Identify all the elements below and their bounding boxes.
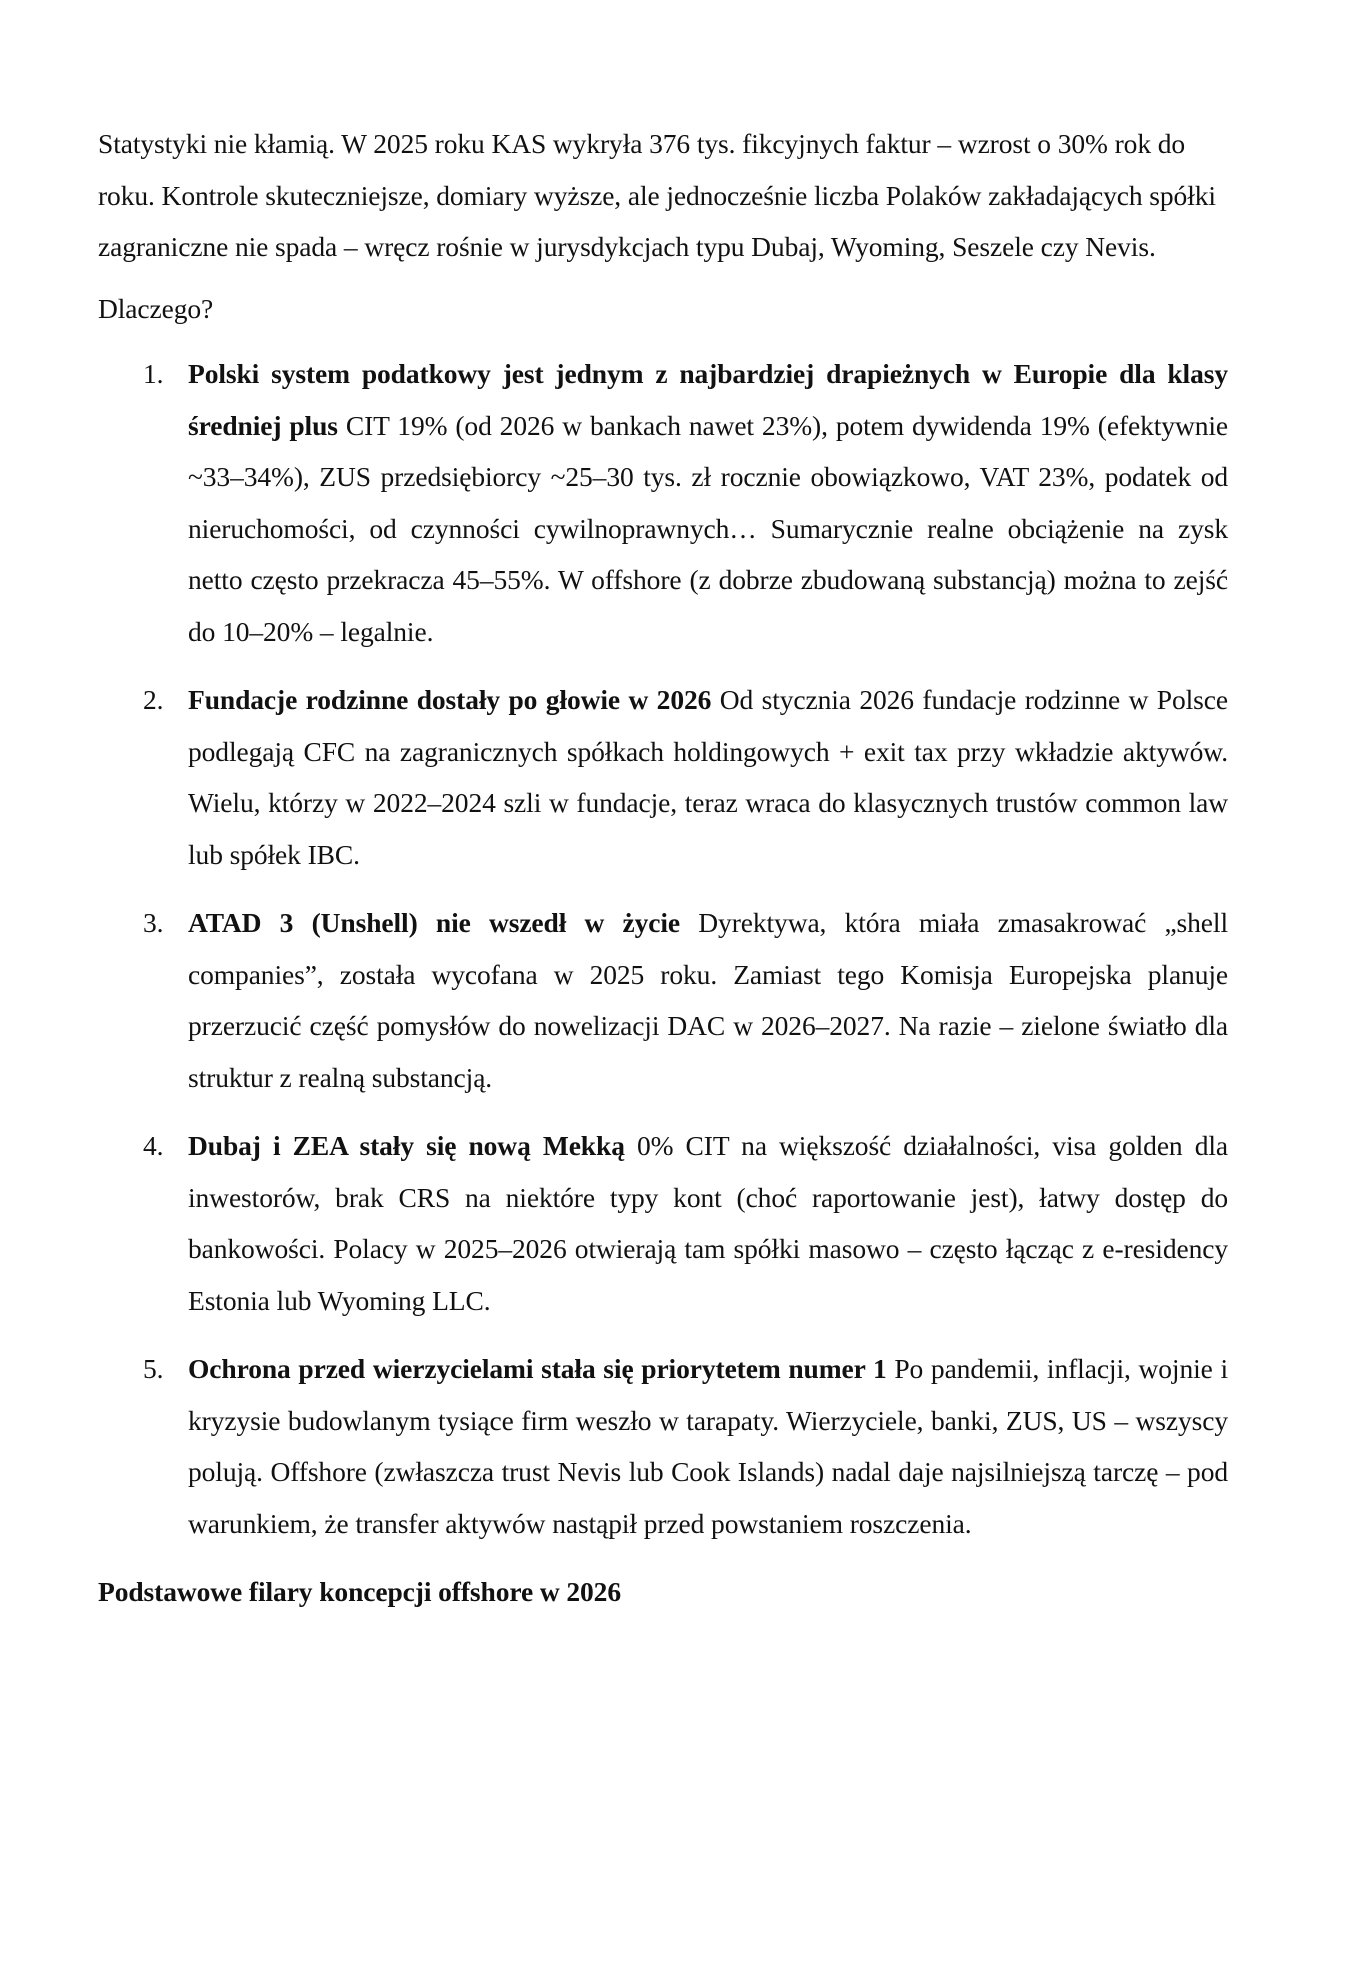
list-item-number: 5. xyxy=(143,1353,164,1384)
list-item-body: Od stycznia 2026 fundacje rodzinne w Polsce podlegają CFC na zagranicznych spółkach holdingowych + exit tax przy wkładzie aktywów. Wielu, którzy w 2022–2024 szli w fundacje, teraz wraca do klasycznych trustów common law lub spółek IBC. xyxy=(188,684,1228,870)
list-item xyxy=(98,1120,1228,1326)
list-item-body: Po pandemii, inflacji, wojnie i kryzysie budowlanym tysiące firm weszło w tarapaty. Wierzyciele, banki, ZUS, US – wszyscy polują. Offshore (zwłaszcza trust Nevis lub Cook Islands) nadal daje najsilniejszą tarczę – pod warunkiem, że transfer aktywów nastąpił przed powstaniem roszczenia. xyxy=(188,1353,1228,1539)
list-item-body: CIT 19% (od 2026 w bankach nawet 23%), potem dywidenda 19% (efektywnie ~33–34%), ZUS przedsiębiorcy ~25–30 tys. zł rocznie obowiązkowo, VAT 23%, podatek od nieruchomości, od czynności cywilnoprawnych… Sumarycznie realne obciążenie na zysk netto często przekracza 45–55%. W offshore (z dobrze zbudowaną substancją) można to zejść do 10–20% – legalnie. xyxy=(188,409,1229,647)
list-item-body: Dyrektywa, która miała zmasakrować „shell companies”, została wycofana w 2025 roku. Zamiast tego Komisja Europejska planuje przerzucić część pomysłów do nowelizacji DAC w 2026–2027. Na razie – zielone światło dla struktur z realną substancją. xyxy=(188,907,1228,1093)
reasons-list xyxy=(98,348,1228,1549)
intro-paragraph: Statystyki nie kłamią. W 2025 roku KAS wykryła 376 tys. fikcyjnych faktur – wzrost o 30% rok do roku. Kontrole skuteczniejsze, domiary wyższe, ale jednocześnie liczba Polaków zakładających spółki zagraniczne nie spada – wręcz rośnie w jurysdykcjach typu Dubaj, Wyoming, Seszele czy Nevis. xyxy=(98,128,1216,262)
list-item-heading: Fundacje rodzinne dostały po głowie w 2026 xyxy=(188,684,712,715)
document-page xyxy=(98,118,1228,1618)
list-item-heading: Dubaj i ZEA stały się nową Mekką xyxy=(188,1130,625,1161)
list-item-body: 0% CIT na większość działalności, visa golden dla inwestorów, brak CRS na niektóre typy kont (choć raportowanie jest), łatwy dostęp do bankowości. Polacy w 2025–2026 otwierają tam spółki masowo – często łącząc z e-residency Estonia lub Wyoming LLC. xyxy=(188,1130,1228,1316)
list-item-heading: ATAD 3 (Unshell) nie wszedł w życie xyxy=(188,907,681,938)
question-line: Dlaczego? xyxy=(98,292,214,324)
list-item-heading: Ochrona przed wierzycielami stała się priorytetem numer 1 xyxy=(188,1353,887,1384)
section-heading: Podstawowe filary koncepcji offshore w 2026 xyxy=(98,1576,621,1607)
list-item-heading: Polski system podatkowy jest jednym z najbardziej drapieżnych w Europie dla klasy średniej plus xyxy=(188,358,1228,441)
list-item-number: 4. xyxy=(143,1130,164,1161)
list-item-number: 2. xyxy=(143,684,164,715)
list-item xyxy=(98,674,1228,880)
list-item xyxy=(98,348,1228,657)
list-item-number: 1. xyxy=(143,358,164,389)
list-item-number: 3. xyxy=(143,907,164,938)
list-item xyxy=(98,1343,1228,1549)
list-item xyxy=(98,897,1228,1103)
